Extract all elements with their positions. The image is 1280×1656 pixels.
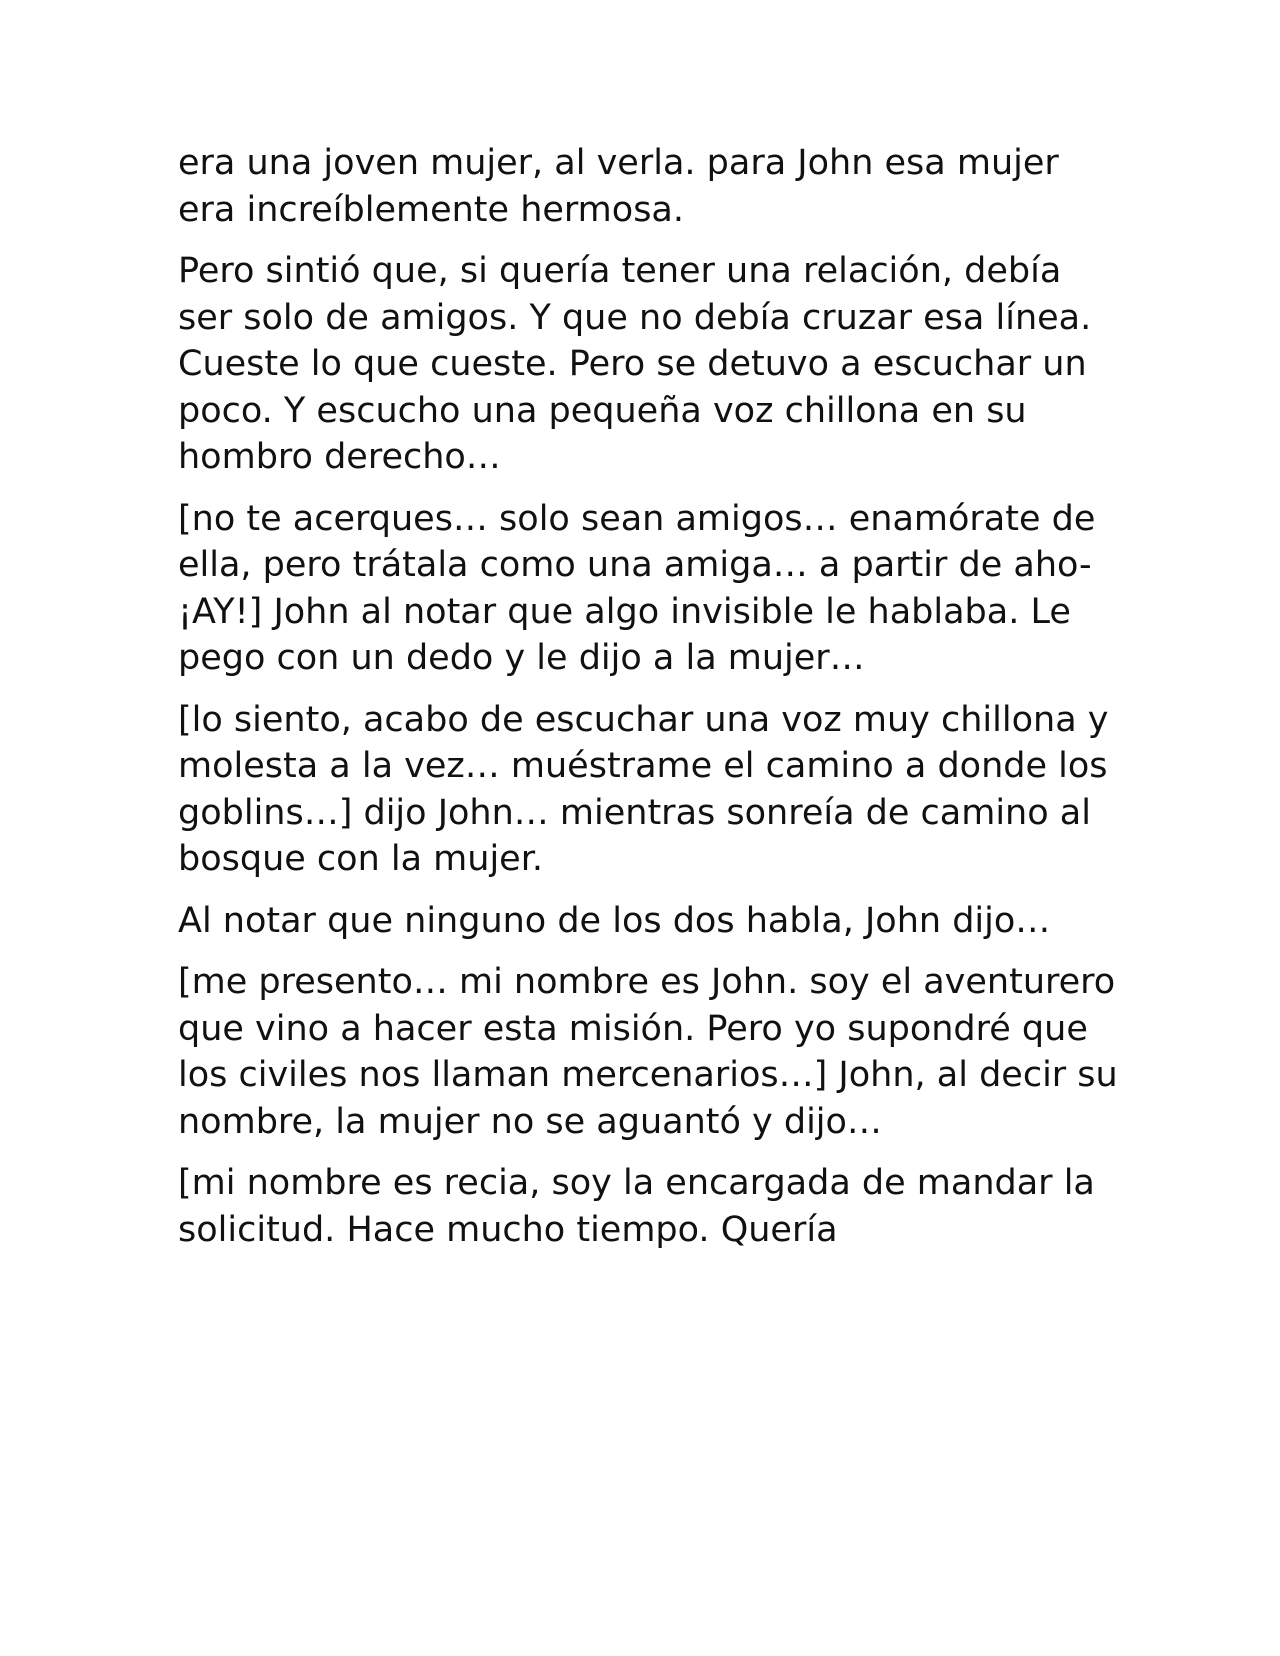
paragraph: Al notar que ninguno de los dos habla, John dijo…: [178, 900, 1051, 941]
document-body: [178, 140, 1118, 1268]
paragraph: [no te acerques… solo sean amigos… enamórate de ella, pero trátala como una amiga… a partir de aho- ¡AY!] John al notar que algo invisible le hablaba. Le pego con un dedo y le dijo a la mujer…: [178, 498, 1096, 678]
paragraph: [mi nombre es recia, soy la encargada de mandar la solicitud. Hace mucho tiempo. Quería: [178, 1163, 1095, 1250]
paragraph: era una joven mujer, al verla. para John esa mujer era increíblemente hermosa.: [178, 143, 1059, 230]
paragraph: Pero sintió que, si quería tener una relación, debía ser solo de amigos. Y que no debía cruzar esa línea. Cueste lo que cueste. Pero se detuvo a escuchar un poco. Y escucho una pequeña voz chillona en su hombro derecho…: [178, 251, 1092, 477]
paragraph: [me presento… mi nombre es John. soy el aventurero que vino a hacer esta misión. Pero yo supondré que los civiles nos llaman mercenarios…] John, al decir su nombre, la mujer no se aguantó y dijo…: [178, 962, 1118, 1142]
paragraph: [lo siento, acabo de escuchar una voz muy chillona y molesta a la vez… muéstrame el camino a donde los goblins…] dijo John… mientras sonreía de camino al bosque con la mujer.: [178, 699, 1109, 879]
